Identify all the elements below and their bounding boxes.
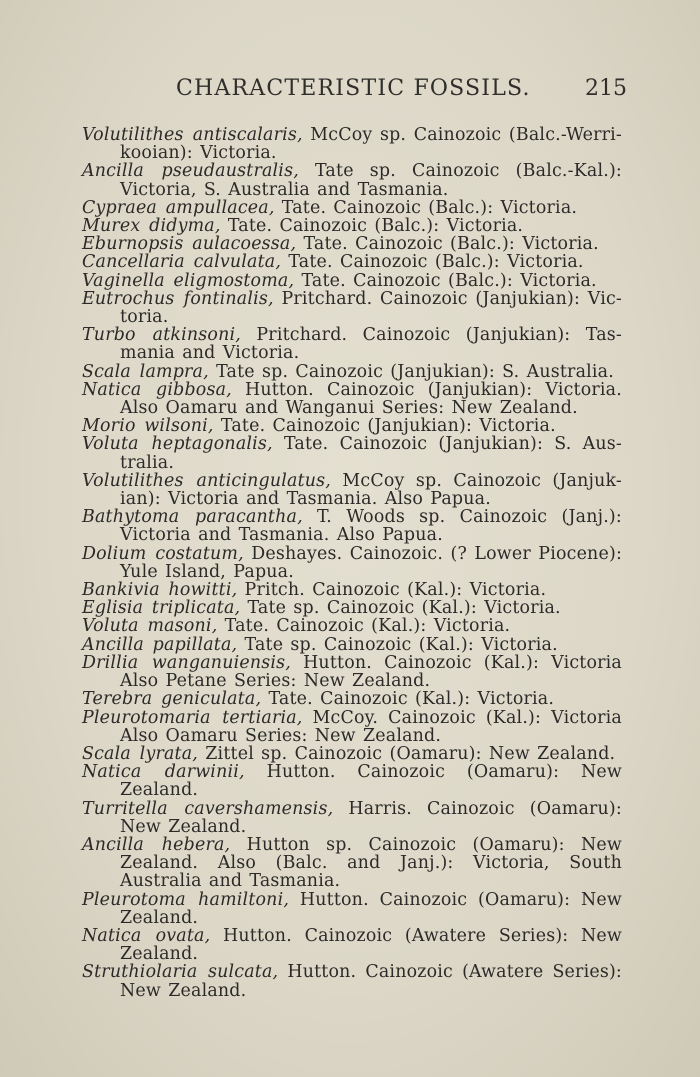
fossil-entry — [82, 272, 622, 290]
entry-details: Hutton. Cainozoic (Awatere Series): New Zealand. — [120, 962, 622, 1001]
fossil-entry — [82, 326, 622, 362]
species-name: Cypraea ampullacea, — [82, 197, 275, 218]
species-name: Murex didyma, — [82, 216, 221, 237]
species-name: Volutilithes anticingulatus, — [82, 470, 332, 491]
fossil-entry — [82, 363, 622, 381]
fossil-entry — [82, 927, 622, 963]
page-title: CHARACTERISTIC FOSSILS. — [176, 76, 531, 101]
fossil-entry — [82, 709, 622, 745]
fossil-entry — [82, 636, 622, 654]
species-name: Vaginella eligmostoma, — [82, 270, 295, 291]
entry-details: Zittel sp. Cainozoic (Oamaru): New Zealand. — [198, 743, 616, 764]
species-name: Scala lampra, — [82, 361, 209, 382]
species-name: Voluta masoni, — [82, 616, 218, 637]
entry-details: Tate. Cainozoic (Janjukian): Victoria. — [213, 416, 556, 437]
fossil-entry — [82, 417, 622, 435]
entry-details: Tate. Cainozoic (Janjukian): S. Aus-tralia. — [120, 434, 623, 473]
species-name: Bathytoma paracantha, — [82, 507, 303, 528]
entry-details: Tate. Cainozoic (Balc.): Victoria. — [296, 234, 599, 255]
species-name: Cancellaria calvulata, — [82, 252, 282, 273]
entry-details: Pritchard. Cainozoic (Janjukian): Tas-mania and Victoria. — [120, 325, 622, 364]
entry-details: Hutton. Cainozoic (Awatere Series): New Zealand. — [120, 925, 622, 965]
species-name: Turritella cavershamensis, — [82, 798, 334, 819]
species-name: Turbo atkinsoni, — [82, 325, 241, 346]
fossil-entry — [82, 472, 622, 508]
fossil-entry — [82, 800, 622, 836]
species-name: Scala lyrata, — [82, 743, 199, 764]
species-name: Natica ovata, — [82, 925, 211, 946]
entry-details: Pritch. Cainozoic (Kal.): Victoria. — [237, 580, 547, 601]
fossil-entry — [82, 162, 622, 198]
entry-details: Hutton. Cainozoic (Oamaru): New Zealand. — [120, 762, 622, 801]
species-name: Ancilla hebera, — [82, 834, 231, 855]
fossil-entry — [82, 617, 622, 635]
species-name: Dolium costatum, — [82, 543, 244, 564]
species-name: Voluta heptagonalis, — [82, 434, 273, 455]
species-name: Eglisia triplicata, — [82, 598, 241, 619]
fossil-entry — [82, 963, 622, 999]
species-name: Eburnopsis aulacoessa, — [82, 234, 297, 255]
species-name: Struthiolaria sulcata, — [82, 962, 279, 983]
fossil-entry — [82, 599, 622, 617]
fossil-entry — [82, 435, 622, 471]
fossil-entry — [82, 381, 622, 417]
entry-details: Tate sp. Cainozoic (Kal.): Victoria. — [237, 634, 558, 655]
entry-details: Hutton. Cainozoic (Oamaru): New Zealand. — [120, 889, 623, 928]
page-number: 215 — [585, 76, 627, 101]
species-name: Volutilithes antiscalaris, — [82, 125, 303, 145]
fossil-entry — [82, 126, 622, 162]
entry-details: Tate. Cainozoic (Balc.): Victoria. — [274, 197, 578, 218]
fossil-entry — [82, 690, 622, 708]
entry-details: Pritchard. Cainozoic (Janjukian): Vic-toria. — [120, 288, 623, 328]
fossil-entry — [82, 235, 622, 253]
entry-details: T. Woods sp. Cainozoic (Janj.): Victoria and Tasmania. Also Papua. — [120, 507, 622, 546]
entry-details: McCoy. Cainozoic (Kal.): Victoria Also Oamaru Series: New Zealand. — [120, 707, 622, 746]
fossil-entry — [82, 581, 622, 599]
fossil-entry — [82, 199, 622, 217]
fossil-entry — [82, 654, 622, 690]
species-name: Ancilla papillata, — [82, 634, 238, 655]
entry-details: Tate sp. Cainozoic (Balc.-Kal.): Victoria, S. Australia and Tasmania. — [120, 161, 622, 200]
fossil-entry — [82, 745, 622, 763]
entry-details: Tate sp. Cainozoic (Janjukian): S. Australia. — [208, 361, 614, 382]
entry-details: Tate. Cainozoic (Kal.): Victoria. — [217, 616, 511, 637]
fossil-list — [82, 126, 622, 1000]
fossil-entry — [82, 763, 622, 799]
entry-details: Hutton. Cainozoic (Kal.): Victoria Also Petane Series: New Zealand. — [120, 652, 622, 692]
entry-details: Deshayes. Cainozoic. (? Lower Piocene): Yule Island, Papua. — [120, 543, 622, 582]
species-name: Natica darwinii, — [82, 762, 245, 783]
entry-details: Tate. Cainozoic (Balc.): Victoria. — [281, 252, 584, 273]
species-name: Natica gibbosa, — [82, 379, 232, 400]
entry-details: Hutton. Cainozoic (Janjukian): Victoria. Also Oamaru and Wanganui Series: New Zealand. — [120, 379, 622, 419]
fossil-entry — [82, 508, 622, 544]
fossil-entry — [82, 891, 622, 927]
species-name: Ancilla pseudaustralis, — [82, 161, 299, 182]
species-name: Pleurotomaria tertiaria, — [82, 707, 303, 728]
fossil-entry — [82, 253, 622, 271]
entry-details: McCoy sp. Cainozoic (Balc.-Werri-kooian): Victoria. — [120, 125, 622, 164]
entry-details: Tate. Cainozoic (Balc.): Victoria. — [220, 216, 524, 237]
species-name: Pleurotoma hamiltoni, — [82, 889, 290, 910]
fossil-entry — [82, 545, 622, 581]
entry-details: Harris. Cainozoic (Oamaru): New Zealand. — [120, 798, 622, 837]
entry-details: McCoy sp. Cainozoic (Janjuk-ian): Victoria and Tasmania. Also Papua. — [120, 470, 622, 510]
running-header — [0, 76, 700, 106]
fossil-entry — [82, 836, 622, 891]
entry-details: Tate sp. Cainozoic (Kal.): Victoria. — [240, 598, 561, 619]
species-name: Terebra geniculata, — [82, 689, 262, 710]
entry-details: Hutton sp. Cainozoic (Oamaru): New Zealand. Also (Balc. and Janj.): Victoria, South Australia and Tasmania. — [120, 834, 622, 892]
fossil-entry — [82, 290, 622, 326]
entry-details: Tate. Cainozoic (Kal.): Victoria. — [261, 689, 555, 710]
fossil-entry — [82, 217, 622, 235]
species-name: Bankivia howitti, — [82, 580, 238, 601]
species-name: Eutrochus fontinalis, — [82, 288, 274, 309]
species-name: Morio wilsoni, — [82, 416, 214, 437]
entry-details: Tate. Cainozoic (Balc.): Victoria. — [294, 270, 597, 291]
species-name: Drillia wanganuiensis, — [82, 652, 291, 673]
